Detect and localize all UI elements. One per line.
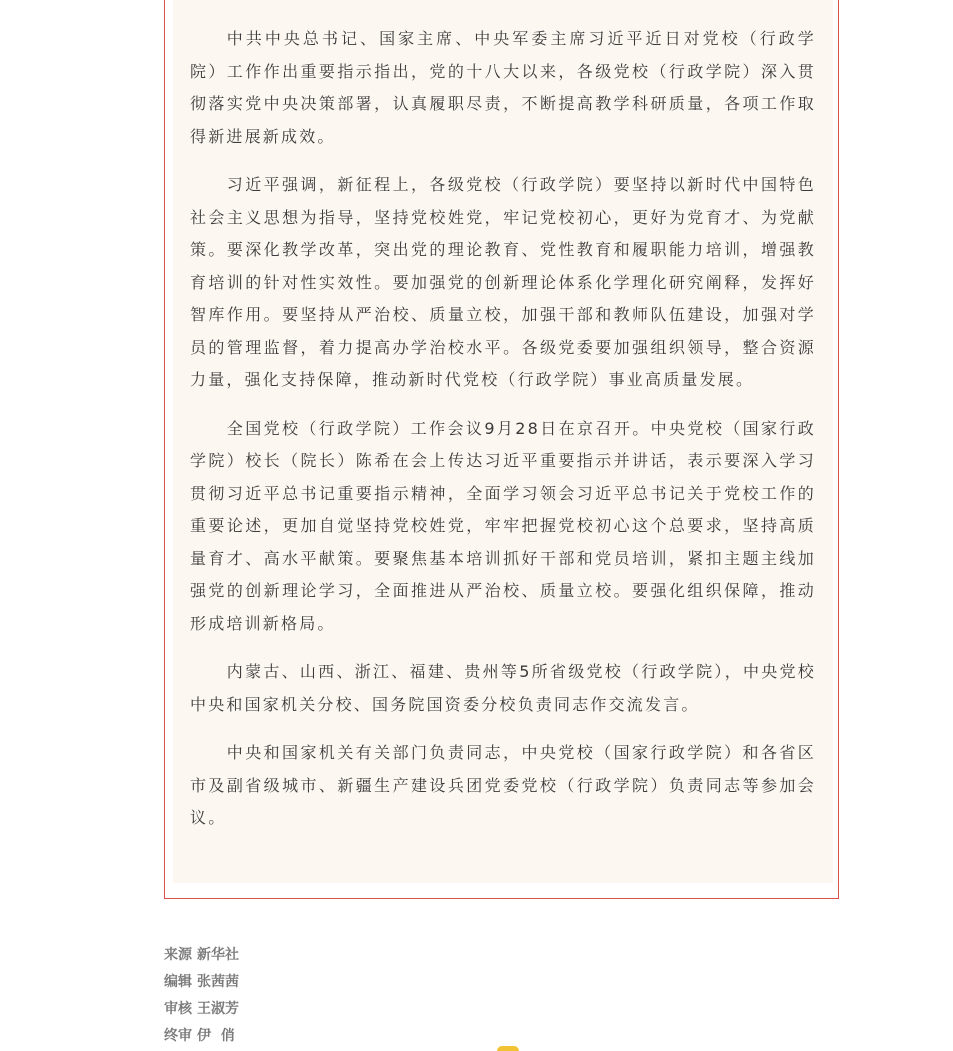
- credit-editor: [164, 969, 239, 996]
- credit-source-label: 来源: [164, 947, 192, 963]
- credit-editor-value: 张茜茜: [197, 974, 239, 990]
- decorative-dot-icon: [497, 1046, 519, 1051]
- paragraph-3: 全国党校（行政学院）工作会议9月28日在京召开。中央党校（国家行政学院）校长（院长）陈希在会上传达习近平重要指示并讲话，表示要深入学习贯彻习近平总书记重要指示精神，全面学习领会习近平总书记关于党校工作的重要论述，更加自觉坚持党校姓党，牢牢把握党校初心这个总要求，坚持高质量育才、高水平献策。要聚焦基本培训抓好干部和党员培训，紧扣主题主线加强党的创新理论学习，全面推进从严治校、质量立校。要强化组织保障，推动形成培训新格局。: [190, 418, 816, 633]
- credit-source-value: 新华社: [197, 947, 239, 963]
- credit-editor-label: 编辑: [164, 974, 192, 990]
- credit-reviewer: [164, 996, 239, 1023]
- credit-final: [164, 1023, 239, 1047]
- credit-final-value: 伊 俏: [197, 1028, 235, 1044]
- credit-reviewer-label: 审核: [164, 1001, 192, 1017]
- article-frame: [164, 0, 839, 899]
- paragraph-5: 中央和国家机关有关部门负责同志，中央党校（国家行政学院）和各省区市及副省级城市、新疆生产建设兵团党委党校（行政学院）负责同志等参加会议。: [190, 743, 816, 827]
- credit-source: [164, 942, 239, 969]
- paragraph-2: 习近平强调，新征程上，各级党校（行政学院）要坚持以新时代中国特色社会主义思想为指导，坚持党校姓党，牢记党校初心，更好为党育才、为党献策。要深化教学改革，突出党的理论教育、党性教育和履职能力培训，增强教育培训的针对性实效性。要加强党的创新理论体系化学理化研究阐释，发挥好智库作用。要坚持从严治校、质量立校，加强干部和教师队伍建设，加强对学员的管理监督，着力提高办学治校水平。各级党委要加强组织领导，整合资源力量，强化支持保障，推动新时代党校（行政学院）事业高质量发展。: [190, 175, 816, 389]
- credit-reviewer-value: 王淑芳: [197, 1001, 239, 1017]
- article-body: [173, 0, 833, 883]
- paragraph-4: 内蒙古、山西、浙江、福建、贵州等5所省级党校（行政学院），中央党校中央和国家机关分校、国务院国资委分校负责同志作交流发言。: [190, 662, 816, 714]
- credits: [164, 942, 239, 1047]
- paragraph-1: 中共中央总书记、国家主席、中央军委主席习近平近日对党校（行政学院）工作作出重要指示指出，党的十八大以来，各级党校（行政学院）深入贯彻落实党中央决策部署，认真履职尽责，不断提高教学科研质量，各项工作取得新进展新成效。: [190, 29, 816, 146]
- credit-final-label: 终审: [164, 1028, 192, 1044]
